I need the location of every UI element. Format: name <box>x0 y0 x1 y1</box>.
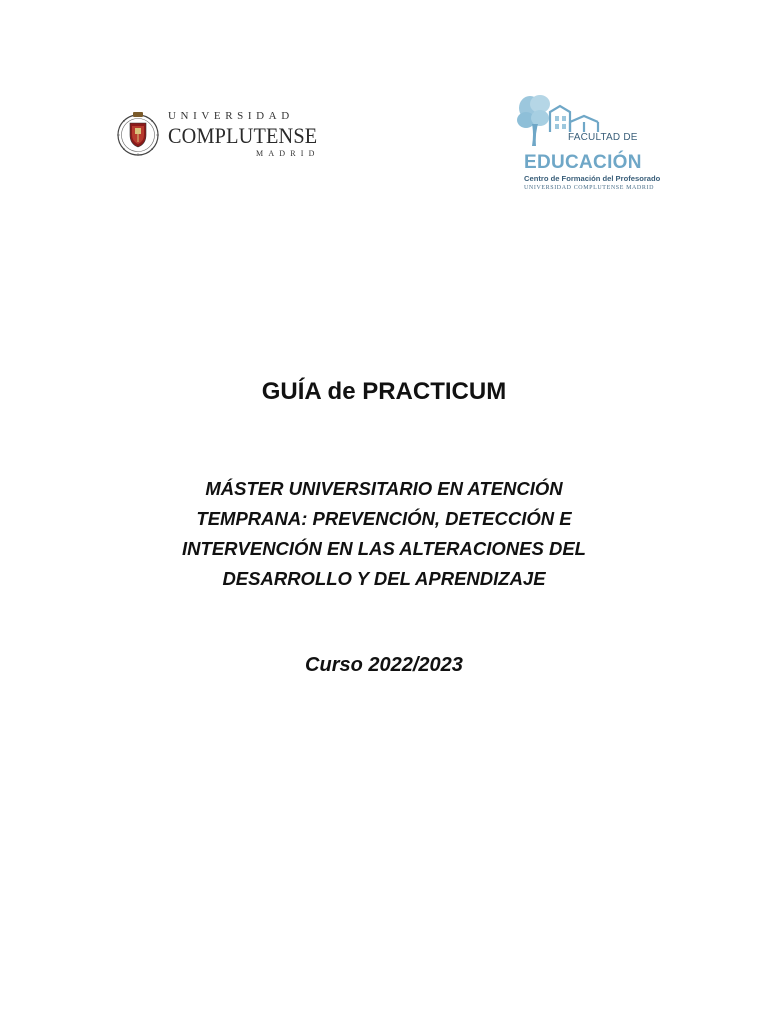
ucm-seal-icon <box>116 108 162 162</box>
facultad-line-facultad-de: FACULTAD DE <box>568 132 638 143</box>
facultad-educacion-logo <box>516 94 661 198</box>
course-year: Curso 2022/2023 <box>305 654 463 676</box>
ucm-line-universidad: UNIVERSIDAD <box>168 110 294 122</box>
master-title <box>134 474 634 594</box>
ucm-logo <box>116 108 326 166</box>
master-title-line: INTERVENCIÓN EN LAS ALTERACIONES DEL <box>182 538 586 559</box>
ucm-line-complutense: COMPLUTENSE <box>168 123 318 148</box>
ucm-line-madrid: MADRID <box>256 149 320 158</box>
master-title-line: DESARROLLO Y DEL APRENDIZAJE <box>222 568 546 589</box>
master-title-line: TEMPRANA: PREVENCIÓN, DETECCIÓN E <box>196 508 572 529</box>
master-title-line: MÁSTER UNIVERSITARIO EN ATENCIÓN <box>205 478 563 499</box>
facultad-line-universidad: UNIVERSIDAD COMPLUTENSE MADRID <box>524 185 655 191</box>
document-title: GUÍA de PRACTICUM <box>261 378 507 405</box>
facultad-line-educacion: EDUCACIÓN <box>524 152 642 173</box>
facultad-line-centro: Centro de Formación del Profesorado <box>524 174 661 183</box>
ucm-wordmark <box>168 110 328 159</box>
